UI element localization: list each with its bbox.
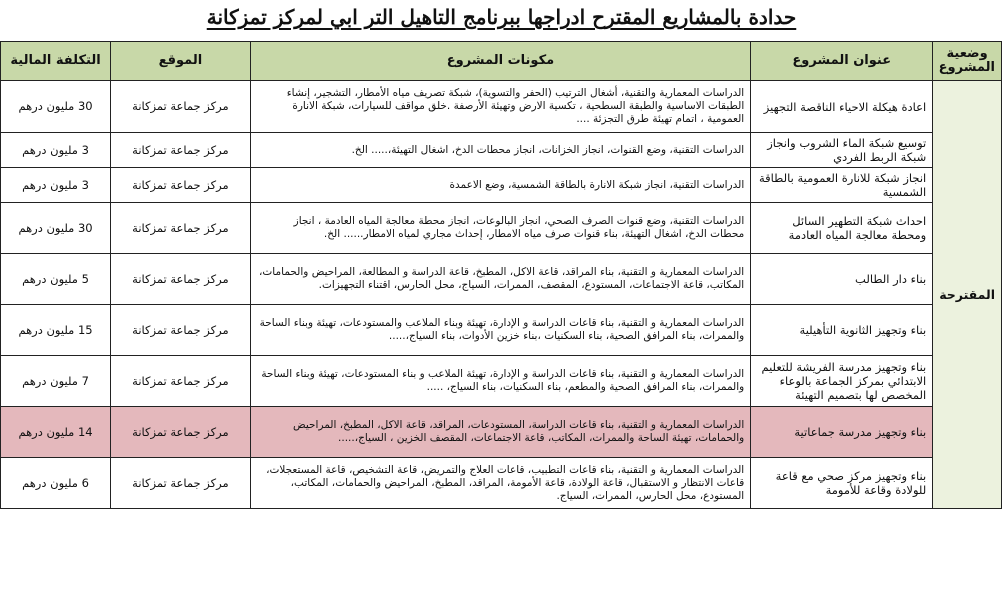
cost-cell: 5 مليون درهم bbox=[1, 254, 111, 305]
project-title-cell: بناء وتجهيز الثانوية التأهيلية bbox=[751, 305, 933, 356]
header-location: الموقع bbox=[111, 42, 251, 81]
project-title-cell: بناء وتجهيز مركز صحي مع قاعة للولادة وقاعة للأمومة bbox=[751, 458, 933, 509]
project-title-cell: انجاز شبكة للانارة العمومية بالطاقة الشمسية bbox=[751, 168, 933, 203]
components-cell: الدراسات المعمارية والتقنية، أشغال الترتيب (الحفر والتسوية)، شبكة تصريف مياه الأمطار، التشجير، إنشاء الطبقات الاساسية والطبقة السطحية ، تكسية الارض وتهيئة الأرصفة .خلق مواقف للسيارات، شبكة الانارة العمومية ، اتمام تهيئة طرق التجزئة .... bbox=[250, 81, 751, 133]
projects-table bbox=[0, 41, 1002, 509]
header-status: وضعية المشروع bbox=[933, 42, 1002, 81]
components-cell: الدراسات المعمارية و التقنية، بناء قاعات الدراسة و الإدارة، تهيئة وبناء الملاعب والمستودعات، تهيئة وبناء الساحة والممرات، بناء المرافق الصحية، بناء السكنيات ،بناء خزين الأدوات، بناء السياج،..... bbox=[250, 305, 751, 356]
location-cell: مركز جماعة تمزكانة bbox=[111, 133, 251, 168]
header-cost: التكلفة المالية bbox=[1, 42, 111, 81]
table-row bbox=[1, 203, 1002, 254]
project-title-cell: بناء دار الطالب bbox=[751, 254, 933, 305]
table-row bbox=[1, 133, 1002, 168]
document-title: حدادة بالمشاريع المقترح ادراجها ببرنامج التاهيل التر ابي لمركز تمزكانة bbox=[206, 5, 797, 29]
cost-cell: 7 مليون درهم bbox=[1, 356, 111, 407]
location-cell: مركز جماعة تمزكانة bbox=[111, 407, 251, 458]
project-title-cell: اعادة هيكلة الاحياء الناقصة التجهيز bbox=[751, 81, 933, 133]
location-cell: مركز جماعة تمزكانة bbox=[111, 458, 251, 509]
location-cell: مركز جماعة تمزكانة bbox=[111, 356, 251, 407]
cost-cell: 30 مليون درهم bbox=[1, 203, 111, 254]
status-cell: المقترحة bbox=[933, 81, 1002, 509]
cost-cell: 3 مليون درهم bbox=[1, 133, 111, 168]
header-project-title: عنوان المشروع bbox=[751, 42, 933, 81]
table-row bbox=[1, 356, 1002, 407]
components-cell: الدراسات المعمارية و التقنية، بناء قاعات الدراسة، المستودعات، المراقد، قاعة الاكل، المطبخ، المراحيض والحمامات، تهيئة الساحة والممرات، المكاتب، قاعة الاجتماعات، المقصف الخزين ، السياج،..... bbox=[250, 407, 751, 458]
components-cell: الدراسات التقنية، انجاز شبكة الانارة بالطاقة الشمسية، وضع الاعمدة bbox=[250, 168, 751, 203]
cost-cell: 30 مليون درهم bbox=[1, 81, 111, 133]
project-title-cell: احداث شبكة التطهير السائل ومحطة معالجة المياه العادمة bbox=[751, 203, 933, 254]
location-cell: مركز جماعة تمزكانة bbox=[111, 203, 251, 254]
location-cell: مركز جماعة تمزكانة bbox=[111, 81, 251, 133]
table-row bbox=[1, 81, 1002, 133]
cost-cell: 6 مليون درهم bbox=[1, 458, 111, 509]
cost-cell: 15 مليون درهم bbox=[1, 305, 111, 356]
table-header-row bbox=[1, 42, 1002, 81]
table-row-highlighted bbox=[1, 407, 1002, 458]
components-cell: الدراسات المعمارية و التقنية، بناء قاعات التطبيب، قاعات العلاج والتمريض، قاعة التشخيص، قاعة المستعجلات، قاعات الانتظار و الاستقبال، قاعة الولادة، قاعة الأمومة، المراقد، المطبخ، المراحيض والحمامات، المكاتب، المستودع، محل الحارس، الممرات، السياج. bbox=[250, 458, 751, 509]
components-cell: الدراسات التقنية، وضع القنوات، انجاز الخزانات، انجاز محطات الدخ، اشغال التهيئة،..... الخ. bbox=[250, 133, 751, 168]
cost-cell: 14 مليون درهم bbox=[1, 407, 111, 458]
location-cell: مركز جماعة تمزكانة bbox=[111, 254, 251, 305]
table-row bbox=[1, 168, 1002, 203]
project-title-cell: بناء وتجهيز مدرسة الفريشة للتعليم الابتدائي بمركز الجماعة بالوعاء المخصص لها بتصميم التهيئة bbox=[751, 356, 933, 407]
location-cell: مركز جماعة تمزكانة bbox=[111, 168, 251, 203]
location-cell: مركز جماعة تمزكانة bbox=[111, 305, 251, 356]
table-row bbox=[1, 305, 1002, 356]
project-title-cell: توسيع شبكة الماء الشروب وانجاز شبكة الربط الفردي bbox=[751, 133, 933, 168]
header-components: مكونات المشروع bbox=[250, 42, 751, 81]
components-cell: الدراسات التقنية، وضع قنوات الصرف الصحي، انجاز البالوعات، انجاز محطة معالجة المياه العادمة ، انجاز محطات الدخ، اشغال التهيئة، بناء قنوات صرف مياه الامطار، إحداث مجاري لمياه الامطار...... الخ. bbox=[250, 203, 751, 254]
table-row bbox=[1, 254, 1002, 305]
table-row bbox=[1, 458, 1002, 509]
components-cell: الدراسات المعمارية و التقنية، بناء المراقد، قاعة الاكل، المطبخ، قاعة الدراسة و المطالعة، المراحيض والحمامات، المكاتب، قاعة الاجتماعات، المستودع، المقصف، الممرات، السياج، محل الحارس، اقتناء التجهيزات. bbox=[250, 254, 751, 305]
components-cell: الدراسات المعمارية و التقنية، بناء قاعات الدراسة و الإدارة، تهيئة الملاعب و بناء المستودعات، تهيئة وبناء الساحة والممرات، بناء المرافق الصحية والمطعم، بناء السكنيات، بناء السياج، ..... bbox=[250, 356, 751, 407]
cost-cell: 3 مليون درهم bbox=[1, 168, 111, 203]
project-title-cell: بناء وتجهيز مدرسة جماعاتية bbox=[751, 407, 933, 458]
